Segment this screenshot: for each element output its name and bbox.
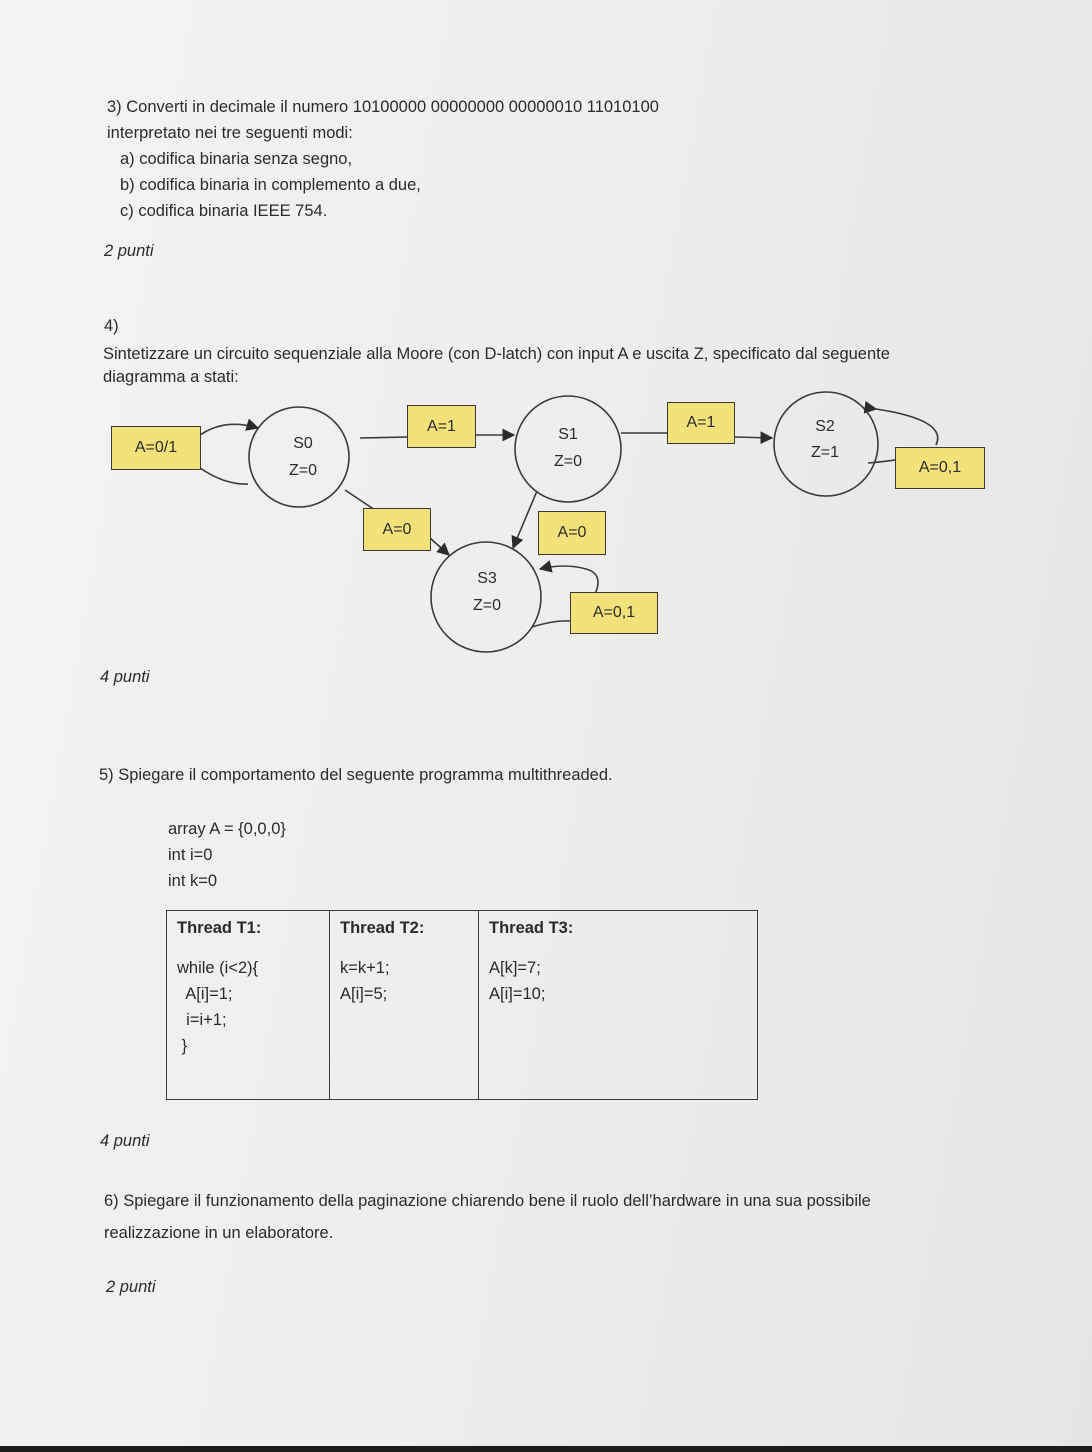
thread-t3-header: Thread T3: [479, 911, 758, 948]
q6-line1: 6) Spiegare il funzionamento della paginazione chiarendo bene il ruolo dell’hardware in una sua possibile [104, 1192, 871, 1210]
q5-decl-k: int k=0 [168, 872, 218, 890]
edge-s0-s1-a [360, 437, 407, 438]
edge-s0-self-tail [200, 468, 248, 484]
q3-points: 2 punti [104, 242, 154, 260]
thread-t2-header: Thread T2: [330, 911, 479, 948]
state-s1-name: S1 [558, 426, 578, 443]
label-s0-self: A=0/1 [111, 426, 201, 470]
q4-points: 4 punti [100, 668, 150, 686]
q5-decl-array: array A = {0,0,0} [168, 820, 286, 838]
edge-s1-s2-b [735, 437, 772, 438]
q5-decl-i: int i=0 [168, 846, 213, 864]
threads-code-row [167, 947, 758, 1100]
edge-s3-self-tail [532, 621, 570, 627]
thread-t3-code: A[k]=7; A[i]=10; [479, 947, 758, 1100]
threads-header-row [167, 911, 758, 948]
q6-line2: realizzazione in un elaboratore. [104, 1224, 334, 1242]
q3-option-a: a) codifica binaria senza segno, [120, 150, 353, 168]
state-s3-name: S3 [477, 570, 497, 587]
state-s2-output: Z=1 [810, 444, 839, 461]
label-s1-s2: A=1 [667, 402, 735, 444]
edge-s2-self-tail [876, 409, 938, 445]
q6-points: 2 punti [106, 1278, 156, 1296]
threads-table [166, 910, 758, 1100]
edge-s1-s3 [513, 491, 537, 548]
q3-line2: interpretato nei tre seguenti modi: [107, 124, 353, 142]
label-s0-s3: A=0 [363, 508, 431, 551]
thread-t2-code: k=k+1; A[i]=5; [330, 947, 479, 1100]
label-s0-s1: A=1 [407, 405, 476, 448]
label-s2-self: A=0,1 [895, 447, 985, 489]
q3-option-c: c) codifica binaria IEEE 754. [120, 202, 328, 220]
state-s3-output: Z=0 [472, 597, 501, 614]
q4-line1: Sintetizzare un circuito sequenziale alla Moore (con D-latch) con input A e uscita Z, specificato dal seguente [103, 345, 890, 363]
state-diagram [0, 0, 1092, 700]
q3-line1: 3) Converti in decimale il numero 10100000 00000000 00000010 11010100 [107, 98, 659, 116]
q5-points: 4 punti [100, 1132, 150, 1150]
state-s1-output: Z=0 [553, 453, 582, 470]
q5-title: 5) Spiegare il comportamento del seguente programma multithreaded. [99, 766, 613, 784]
label-s1-s3: A=0 [538, 511, 606, 555]
edge-s2-self [868, 460, 895, 463]
edge-s3-self [540, 566, 598, 594]
q4-line2: diagramma a stati: [103, 368, 239, 386]
state-s0-circle [249, 407, 349, 507]
label-s3-self: A=0,1 [570, 592, 658, 634]
thread-t1-header: Thread T1: [167, 911, 330, 948]
state-s0-name: S0 [293, 435, 313, 452]
q3-option-b: b) codifica binaria in complemento a due, [120, 176, 421, 194]
q4-number: 4) [104, 317, 119, 335]
photo-bottom-edge [0, 1446, 1092, 1452]
edge-s0-s3-a [345, 490, 375, 510]
state-s0-output: Z=0 [288, 462, 317, 479]
state-s2-name: S2 [815, 418, 835, 435]
thread-t1-code: while (i<2){ A[i]=1; i=i+1; } [167, 947, 330, 1100]
edge-s0-self [200, 424, 258, 435]
edge-s0-s3-b [430, 538, 449, 555]
